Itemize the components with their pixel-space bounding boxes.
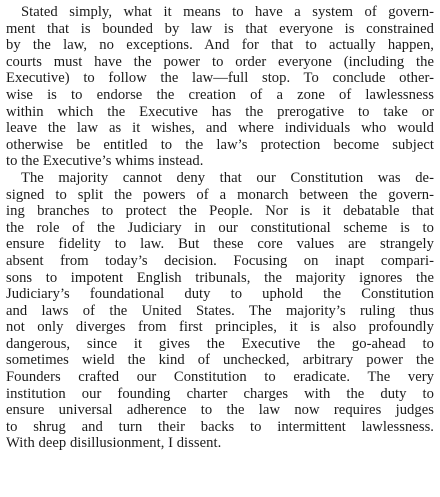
text-line: With deep disillusionment, I dissent. bbox=[6, 435, 222, 452]
text-line: ment that is bounded by law is that everyone is constrained bbox=[6, 20, 434, 37]
text-line: Stated simply, what it means to have a system of govern- bbox=[21, 4, 434, 20]
paragraph bbox=[6, 4, 434, 170]
text-line: not only diverges from first principles, it is also profoundly bbox=[6, 319, 434, 336]
text-line: signed to split the powers of a monarch between the govern- bbox=[6, 186, 434, 203]
text-line: dangerous, since it gives the Executive the go-ahead to bbox=[6, 335, 434, 352]
text-line: the role of the Judiciary in our constitutional scheme is to bbox=[6, 219, 434, 236]
text-line: ensure fidelity to law. But these core values are strangely bbox=[6, 236, 434, 253]
text-line: ing branches to protect the People. Nor is it debatable that bbox=[6, 203, 434, 220]
text-line: institution our founding charter charges with the duty to bbox=[6, 385, 434, 402]
paragraph bbox=[6, 170, 434, 452]
text-line: by the law, no exceptions. And for that to actually happen, bbox=[6, 37, 434, 54]
text-line: courts must have the power to order everyone (including the bbox=[6, 53, 434, 70]
text-line: within which the Executive has the prerogative to take or bbox=[6, 103, 434, 120]
text-line: Executive) to follow the law—full stop. To conclude other- bbox=[6, 70, 434, 87]
text-line: The majority cannot deny that our Constitution was de- bbox=[21, 169, 434, 186]
text-line: otherwise be entitled to the law’s protection become subject bbox=[6, 136, 434, 153]
text-line: ensure universal adherence to the law now requires judges bbox=[6, 402, 434, 419]
text-line: sons to impotent English tribunals, the majority ignores the bbox=[6, 269, 434, 286]
text-line: and laws of the United States. The majority’s ruling thus bbox=[6, 302, 434, 319]
text-line: absent from today’s decision. Focusing on inapt compari- bbox=[6, 252, 434, 269]
text-line: sometimes wield the kind of unchecked, arbitrary power the bbox=[6, 352, 434, 369]
text-line: Founders crafted our Constitution to eradicate. The very bbox=[6, 369, 434, 386]
text-line: to the Executive’s whims instead. bbox=[6, 153, 204, 170]
text-line: wise is to endorse the creation of a zone of lawlessness bbox=[6, 86, 434, 103]
text-line: to shrug and turn their backs to intermittent lawlessness. bbox=[6, 418, 434, 435]
text-line: Judiciary’s foundational duty to uphold the Constitution bbox=[6, 286, 434, 303]
text-line: leave the law as it wishes, and where individuals who would bbox=[6, 120, 434, 137]
